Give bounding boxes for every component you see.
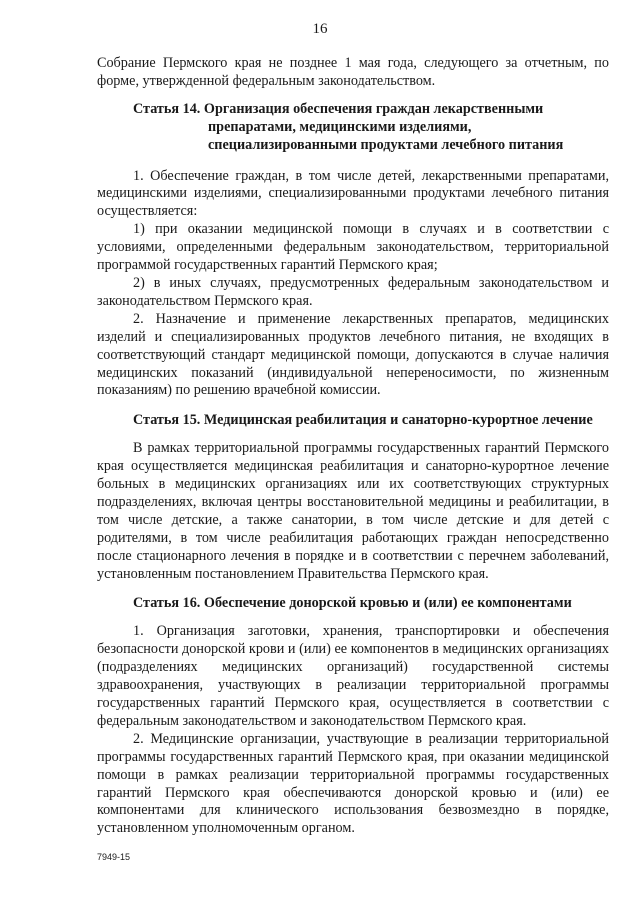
article-14-paragraph-3: 2) в иных случаях, предусмотренных федеральным законодательством и законодательством Пермского края.	[97, 274, 609, 309]
article-14-title-line3: специализированными продуктами лечебного питания	[208, 136, 564, 153]
article-16-paragraph-1: 1. Организация заготовки, хранения, транспортировки и обеспечения безопасности донорской крови и (или) ее компонентов в медицинских организациях (подразделениях медицинских организаций) государственной системы здравоохранения, участвующих в реализации территориальной программы государственных гарантий Пермского края, осуществляется в соответствии с федеральным законодательством и законодательством Пермского края.	[97, 623, 609, 729]
article-15-paragraph-1: В рамках территориальной программы государственных гарантий Пермского края осуществляется медицинская реабилитация и санаторно-курортное лечение больных в медицинских организациях или их соответствующих структурных подразделениях, включая центры восстановительной медицины и реабилитации, в том числе детские, а также санатории, в том числе детские и для детей с родителями, в том числе реабилитация работающих граждан непосредственно после стационарного лечения в порядке и в соответствии с перечнем заболеваний, установленным постановлением Правительства Пермского края.	[97, 440, 609, 582]
article-14-paragraph-2: 1) при оказании медицинской помощи в случаях и в соответствии с условиями, определенными федеральным законодательством, территориальной программой государственных гарантий Пермского края;	[97, 221, 609, 274]
page-number: 16	[312, 21, 328, 37]
article-16-paragraph-2: 2. Медицинские организации, участвующие в реализации территориальной программы государственных гарантий Пермского края, при оказании медицинской помощи в рамках реализации территориальной программы государственных гарантий Пермского края обеспечиваются донорской кровью и (или) ее компонентами для клинического использования безвозмездно в порядке, установленном уполномоченным органом.	[97, 730, 609, 837]
article-14-paragraph-4: 2. Назначение и применение лекарственных препаратов, медицинских изделий и специализированных продуктов лечебного питания, не входящих в соответствующий стандарт медицинской помощи, допускаются в случае наличия медицинских показаний (индивидуальной непереносимости, по жизненным показаниям) по решению врачебной комиссии.	[97, 310, 609, 399]
article-15-title: Статья 15. Медицинская реабилитация и санаторно-курортное лечение	[133, 412, 593, 429]
article-14-title-line1: Статья 14. Организация обеспечения граждан лекарственными	[133, 100, 544, 117]
article-14-title	[97, 101, 609, 155]
article-14-title-line2: препаратами, медицинскими изделиями,	[208, 118, 472, 135]
document-body	[97, 55, 609, 838]
document-code: 7949-15	[97, 852, 131, 862]
article-14-paragraph-1: 1. Обеспечение граждан, в том числе детей, лекарственными препаратами, медицинскими изделиями, специализированными продуктами лечебного питания осуществляется:	[97, 167, 609, 220]
intro-paragraph: Собрание Пермского края не позднее 1 мая года, следующего за отчетным, по форме, утвержденной федеральным законодательством.	[97, 55, 609, 89]
article-16-title: Статья 16. Обеспечение донорской кровью и (или) ее компонентами	[133, 595, 572, 612]
